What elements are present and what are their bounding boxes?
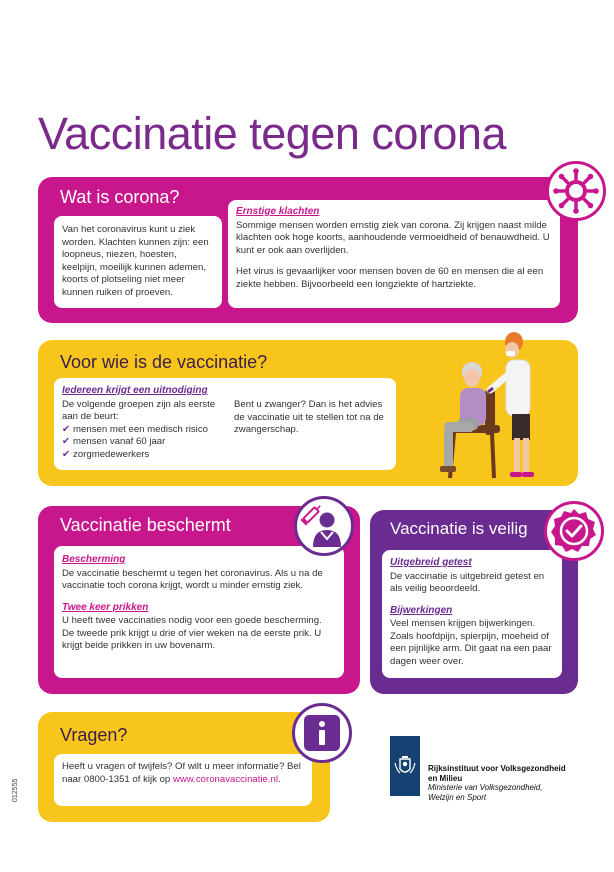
protects-sub1: Bescherming — [62, 554, 126, 565]
group-item: ✔ mensen vanaf 60 jaar — [62, 436, 166, 447]
who-subheading: Iedereen krijgt een uitnodiging — [62, 385, 208, 396]
check-badge — [544, 501, 604, 561]
corona-right-subheading: Ernstige klachten — [236, 206, 320, 217]
questions-link[interactable]: www.coronavaccinatie.nl — [172, 773, 279, 785]
safe-sub2: Bijwerkingen — [390, 604, 453, 616]
check-icon: ✔ — [62, 448, 71, 460]
who-intro: De volgende groepen zijn als eerste aan de beurt: — [62, 398, 216, 422]
who-pregnant-text: Bent u zwanger? Dan is het advies de vaccinatie uit te stellen tot na de zwangerschap. — [234, 399, 384, 435]
who-heading: Voor wie is de vaccinatie? — [60, 352, 268, 372]
safe-heading: Vaccinatie is veilig — [390, 519, 528, 538]
government-logo — [390, 736, 600, 802]
syringe-person-icon — [299, 501, 349, 551]
vaccination-illustration — [430, 330, 570, 490]
safe-card — [382, 550, 562, 678]
protects-text2: U heeft twee vaccinaties nodig voor een goede bescherming. De tweede prik krijgt u drie of vier weken na de eerste prik. U krijgt beide prikken in uw bovenarm. — [62, 615, 322, 651]
virus-icon — [551, 166, 601, 216]
coat-of-arms-icon — [392, 753, 418, 779]
protects-card — [54, 546, 344, 678]
corona-left-card — [54, 216, 222, 308]
logo-line-2: en Milieu — [428, 773, 463, 783]
protects-sub2: Twee keer prikken — [62, 601, 149, 613]
page-title: Vaccinatie tegen corona — [38, 108, 506, 159]
safe-sub1: Uitgebreid getest — [390, 557, 472, 568]
syringe-badge — [294, 496, 354, 556]
corona-right-card — [228, 200, 560, 308]
logo-line-4: Welzijn en Sport — [428, 792, 487, 802]
info-badge — [292, 703, 352, 763]
corona-right-text-1: Sommige mensen worden ernstig ziek van corona. Zij krijgen naast milde klachten ook hoge koorts, aanhoudende vermoeidheid of benauwdheid. U kunt er ook aan overlijden. — [236, 219, 550, 256]
info-icon — [300, 711, 344, 755]
group-item: ✔ mensen met een medisch risico — [62, 423, 208, 435]
protects-text1: De vaccinatie beschermt u tegen het coronavirus. Als u na de vaccinatie toch corona krijgt, wordt u minder ernstig ziek. — [62, 567, 323, 591]
logo-line-1: Rijksinstituut voor Volksgezondheid — [428, 764, 566, 773]
questions-card: Heeft u vragen of twijfels? Of wilt u meer informatie? Bel naar 0800-1351 of kijk op www.coronavaccinatie.nl. — [54, 754, 312, 806]
virus-badge — [546, 161, 606, 221]
check-seal-icon — [549, 506, 599, 556]
protects-heading: Vaccinatie beschermt — [60, 515, 231, 535]
questions-text: Heeft u vragen of twijfels? Of wilt u meer informatie? Bel naar 0800-1351 of kijk op — [62, 761, 301, 785]
logo-ribbon — [390, 736, 420, 796]
corona-right-text-2: Het virus is gevaarlijker voor mensen boven de 60 en mensen die al een ziekte hebben. Bijvoorbeeld een longziekte of hartziekte. — [236, 266, 544, 290]
questions-heading: Vragen? — [60, 725, 128, 745]
safe-text2: Veel mensen krijgen bijwerkingen. Zoals hoofdpijn, spierpijn, moeheid of een pijnlijke arm. Dit gaat na een paar dagen weer over. — [390, 618, 552, 667]
group-item: ✔ zorgmedewerkers — [62, 448, 150, 460]
document-code: 012555 — [12, 778, 19, 802]
safe-text1: De vaccinatie is uitgebreid getest en als veilig beoordeeld. — [390, 570, 545, 594]
check-icon: ✔ — [62, 423, 71, 435]
check-icon: ✔ — [62, 436, 71, 447]
corona-heading: Wat is corona? — [60, 187, 180, 207]
logo-line-3: Ministerie van Volksgezondheid, — [428, 783, 543, 792]
corona-left-text: Van het coronavirus kunt u ziek worden. Klachten kunnen zijn: een loopneus, niezen, hoesten, keelpijn, moeilijk kunnen ademen, koorts of plotseling niet meer kunnen ruiken of proeven. — [62, 224, 209, 298]
who-card — [54, 378, 396, 470]
